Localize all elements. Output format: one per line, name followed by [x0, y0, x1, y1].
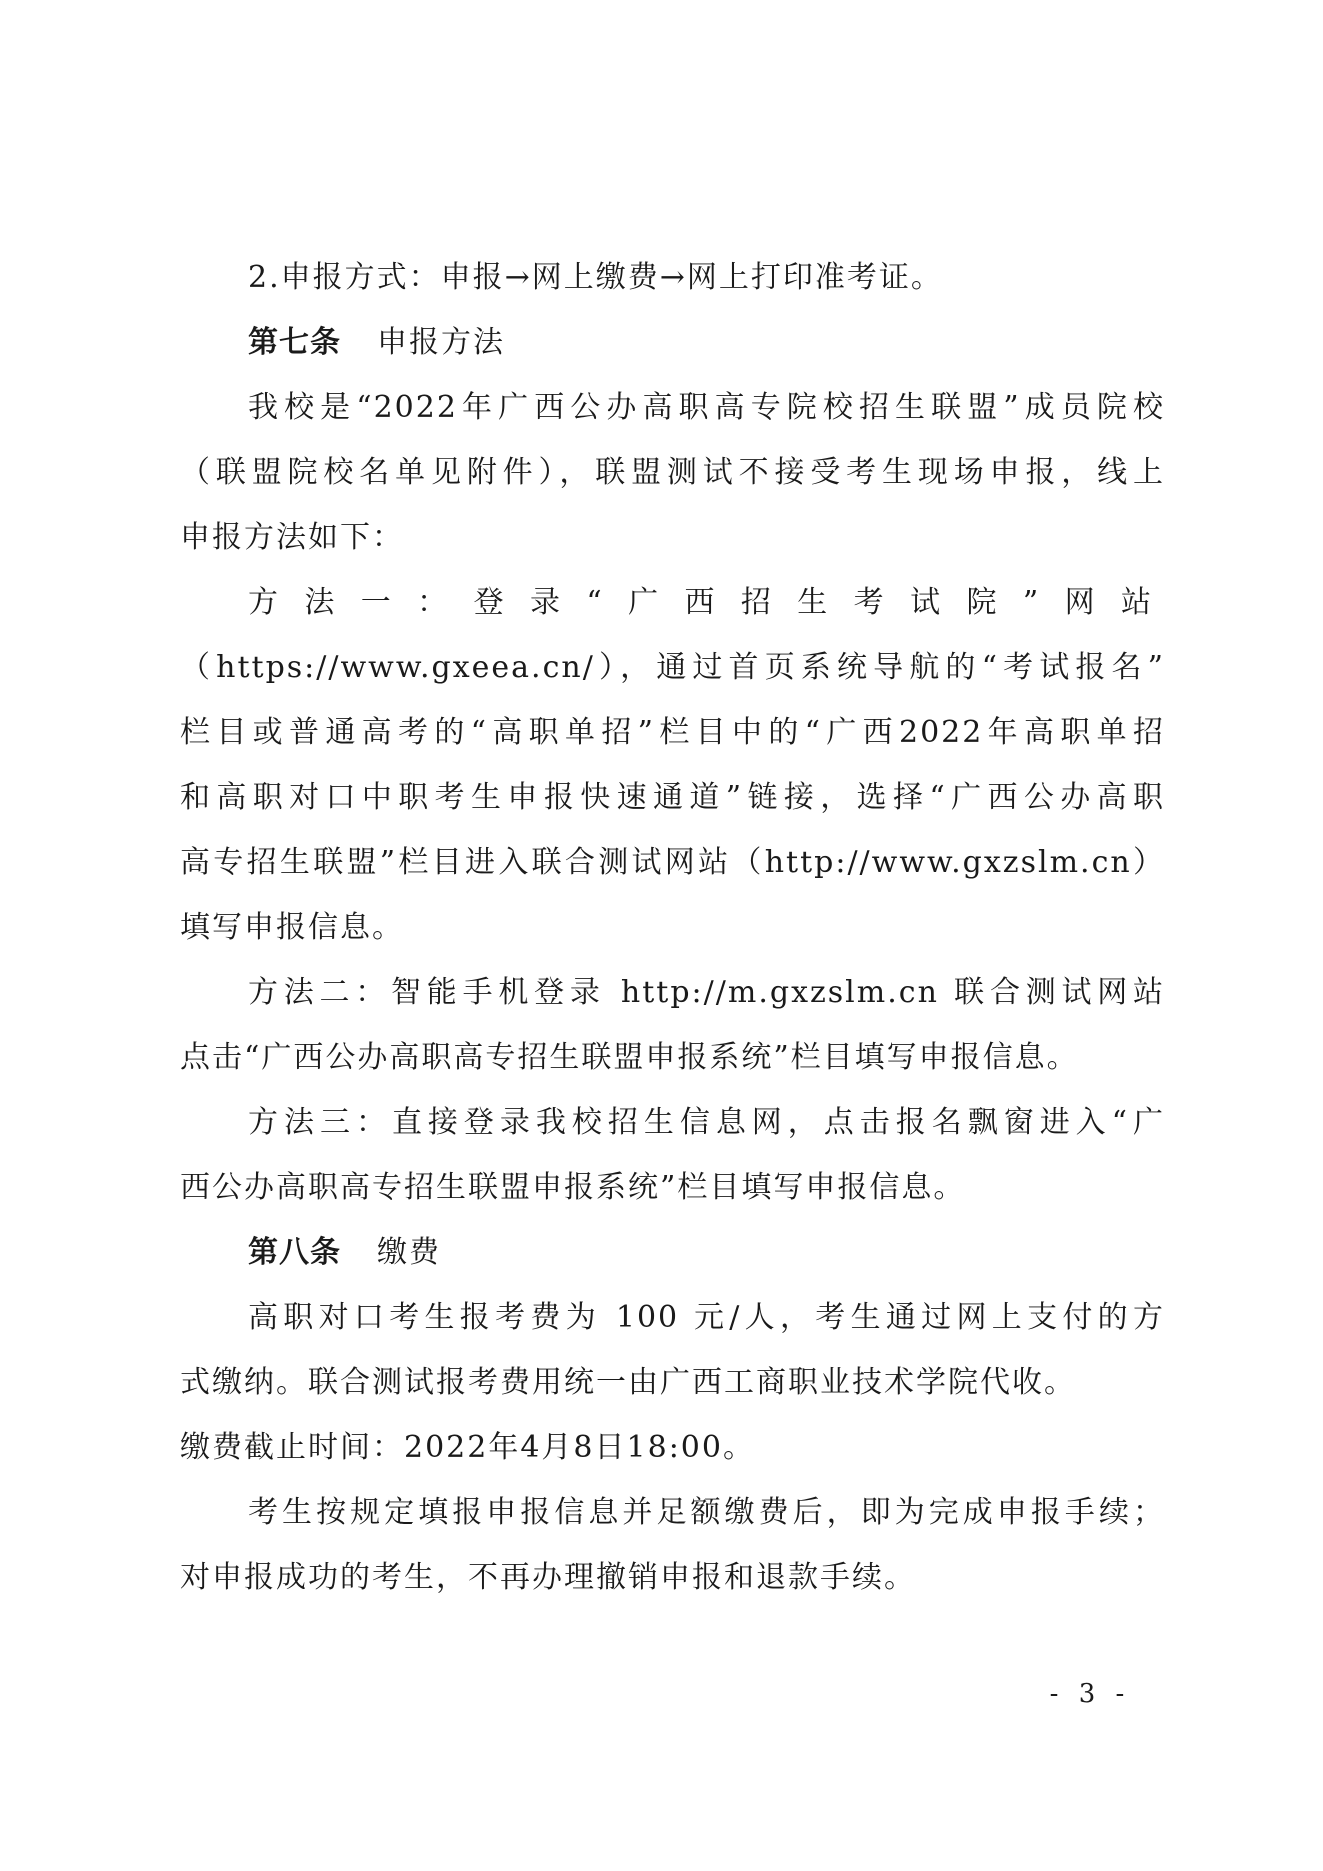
paragraph-line: 西公办高职高专招生联盟申报系统”栏目填写申报信息。: [180, 1170, 966, 1205]
paragraph-line: 2.申报方式：申报→网上缴费→网上打印准考证。: [248, 260, 943, 295]
paragraph-line: 对申报成功的考生，不再办理撤销申报和退款手续。: [180, 1560, 916, 1595]
paragraph-line: 我校是“2022年广西公办高职高专院校招生联盟”成员院校: [248, 390, 1165, 425]
paragraph-line: 方法二：智能手机登录 http://m.gxzslm.cn 联合测试网站: [248, 975, 1165, 1010]
paragraph-line: 高专招生联盟”栏目进入联合测试网站（http://www.gxzslm.cn）: [180, 845, 1165, 880]
article-heading-8: [248, 1233, 1165, 1273]
paragraph-line: 考生按规定填报申报信息并足额缴费后，即为完成申报手续；: [248, 1495, 1165, 1530]
paragraph-line: 方法三：直接登录我校招生信息网，点击报名飘窗进入“广: [248, 1105, 1165, 1140]
article-number: 第七条: [248, 325, 341, 360]
article-heading-7: [248, 323, 1165, 363]
paragraph-line: 式缴纳。联合测试报考费用统一由广西工商职业技术学院代收。: [180, 1365, 1076, 1400]
paragraph-line: 填写申报信息。: [180, 910, 404, 945]
page-number: - 3 -: [1049, 1679, 1131, 1709]
paragraph-line: 高职对口考生报考费为 100 元/人，考生通过网上支付的方: [248, 1300, 1165, 1335]
paragraph-line: （联盟院校名单见附件），联盟测试不接受考生现场申报，线上: [180, 455, 1165, 490]
paragraph-line: 点击“广西公办高职高专招生联盟申报系统”栏目填写申报信息。: [180, 1040, 1079, 1075]
article-title: 申报方法: [377, 325, 505, 360]
paragraph-line: 栏目或普通高考的“高职单招”栏目中的“广西2022年高职单招: [180, 715, 1165, 750]
paragraph-line: （https://www.gxeea.cn/），通过首页系统导航的“考试报名”: [180, 650, 1165, 685]
article-number: 第八条: [248, 1235, 341, 1270]
article-title: 缴费: [377, 1235, 441, 1270]
paragraph-line: 缴费截止时间：2022年4月8日18:00。: [180, 1430, 755, 1465]
paragraph-line: 方法一：登录“广西招生考试院”网站: [248, 585, 1165, 620]
paragraph-line: 申报方法如下：: [180, 520, 404, 555]
paragraph-line: 和高职对口中职考生申报快速通道”链接，选择“广西公办高职: [180, 780, 1165, 815]
